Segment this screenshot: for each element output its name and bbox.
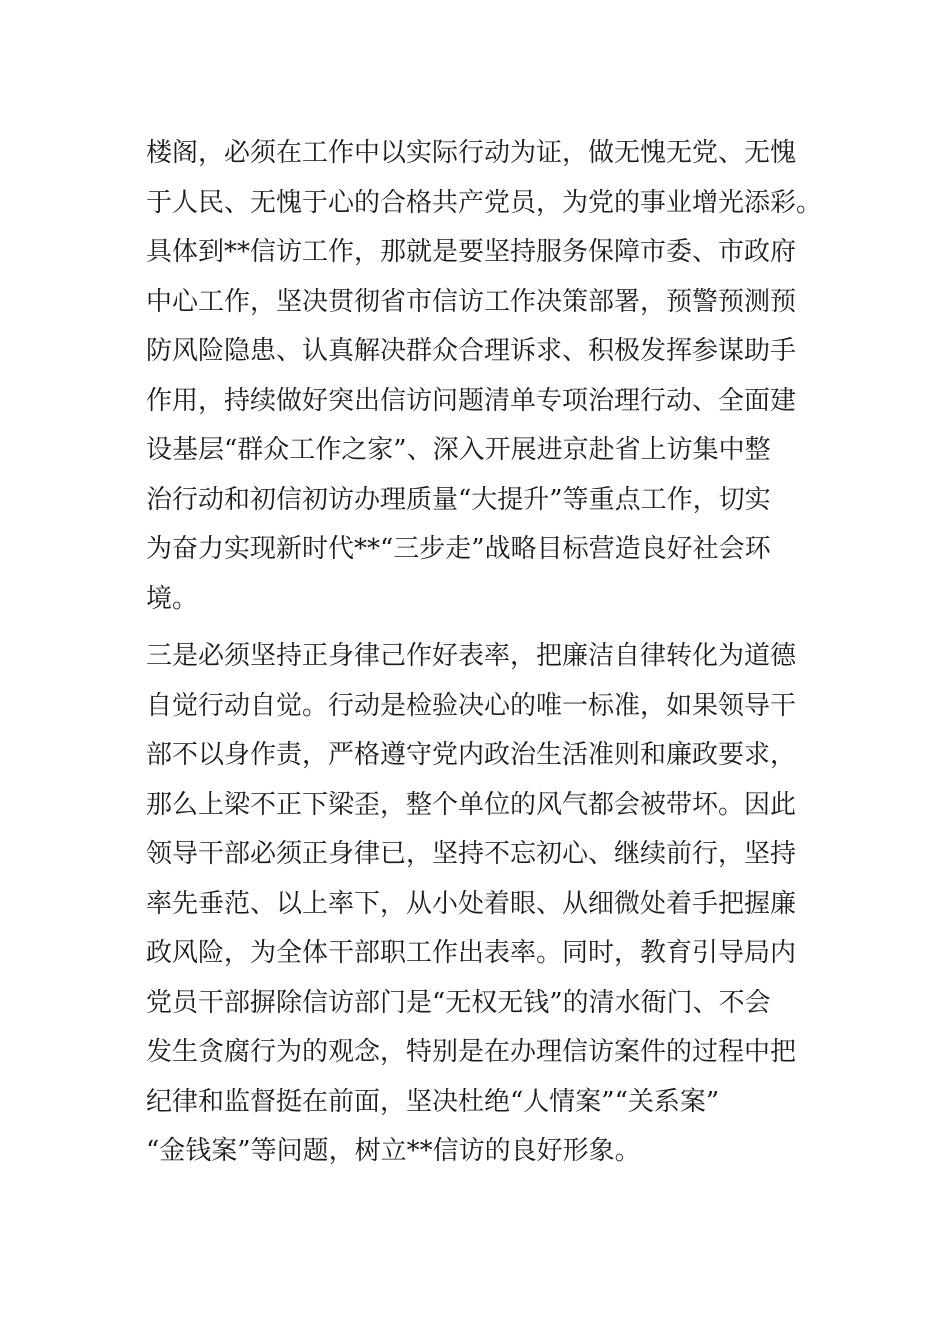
text-line: 部不以身作责，严格遵守党内政治生活准则和廉政要求，	[146, 740, 797, 770]
text-line: 治行动和初信初访办理质量“大提升”等重点工作，切实	[146, 484, 771, 515]
text-line: 具体到**信访工作，那就是要坚持服务保障市委、市政府	[146, 237, 797, 267]
text-line: 自觉行动自觉。行动是检验决心的唯一标准，如果领导干	[146, 690, 797, 721]
text-line: 政风险，为全体干部职工作出表率。同时，教育引导局内	[146, 938, 797, 968]
text-line: 设基层“群众工作之家”、深入开展进京赴省上访集中整	[146, 435, 771, 465]
text-line: 领导干部必须正身律已，坚持不忘初心、继续前行，坚持	[146, 839, 797, 869]
text-line: 那么上梁不正下梁歪，整个单位的风气都会被带坏。因此	[146, 789, 797, 820]
text-line: “金钱案”等问题，树立**信访的良好形象。	[146, 1136, 641, 1166]
paragraph-1	[146, 129, 826, 624]
text-line: 纪律和监督挺在前面，坚决杜绝“人情案”“关系案”	[146, 1086, 720, 1117]
text-line: 楼阁，必须在工作中以实际行动为证，做无愧无党、无愧	[146, 138, 797, 168]
text-line: 防风险隐患、认真解决群众合理诉求、积极发挥参谋助手	[146, 336, 797, 366]
document-body	[146, 129, 826, 1185]
text-line: 率先垂范、以上率下，从小处着眼、从细微处着手把握廉	[146, 888, 797, 919]
text-line: 境。	[146, 583, 199, 614]
text-line: 为奋力实现新时代**“三步走”战略目标营造良好社会环	[146, 534, 771, 564]
text-line: 发生贪腐行为的观念，特别是在办理信访案件的过程中把	[146, 1037, 797, 1067]
paragraph-2	[146, 632, 826, 1177]
text-line: 于人民、无愧于心的合格共产党员，为党的事业增光添彩。	[146, 187, 823, 218]
text-line: 三是必须坚持正身律己作好表率，把廉洁自律转化为道德	[146, 641, 797, 671]
text-line: 党员干部摒除信访部门是“无权无钱”的清水衙门、不会	[146, 987, 771, 1018]
text-line: 作用，持续做好突出信访问题清单专项治理行动、全面建	[146, 385, 797, 416]
text-line: 中心工作，坚决贯彻省市信访工作决策部署，预警预测预	[146, 286, 797, 317]
